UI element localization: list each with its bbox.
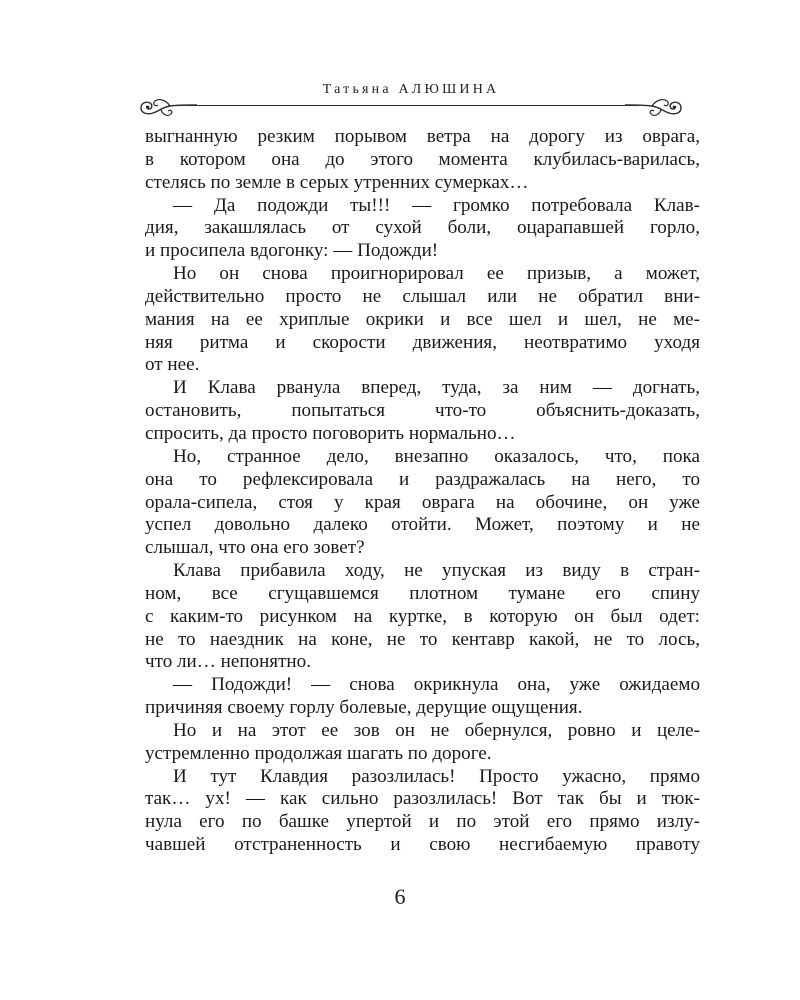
text-line: Но он снова проигнорировал ее призыв, а может, (173, 263, 700, 285)
text-line: спросить, да просто поговорить нормально… (145, 422, 516, 444)
text-line: И Клава рванула вперед, туда, за ним — догнать, (173, 377, 700, 399)
text-line: она то рефлексировала и раздражалась на него, то (145, 468, 700, 490)
text-line: выгнанную резким порывом ветра на дорогу из оврага, (145, 126, 700, 147)
text-line: причиняя своему горлу болевые, дерущие ощущения. (145, 697, 583, 719)
text-line: что ли… непонятно. (145, 651, 311, 673)
text-line: Клава прибавила ходу, не упуская из виду в стран- (173, 560, 700, 582)
text-line: дия, закашлялась от сухой боли, оцарапавшей горло, (145, 217, 700, 239)
text-line: мания на ее хриплые окрики и все шел и шел, не ме- (145, 308, 700, 330)
text-line: нула его по башке упертой и по этой его прямо излу- (145, 811, 700, 833)
text-line: успел довольно далеко отойти. Может, поэтому и не (145, 514, 700, 536)
text-line: орала-сипела, стоя у края оврага на обочине, он уже (145, 491, 700, 513)
text-line: — Да подожди ты!!! — громко потребовала Клав- (173, 194, 700, 216)
text-line: так… ух! — как сильно разозлилась! Вот так бы и тюк- (145, 788, 700, 810)
header-rule (183, 105, 639, 106)
body-text (145, 126, 700, 857)
text-line: от нее. (145, 354, 200, 376)
text-line: устремленно продолжая шагать по дороге. (145, 742, 492, 764)
text-line: стелясь по земле в серых утренних сумерках… (145, 171, 529, 193)
text-line: и просипела вдогонку: — Подожди! (145, 240, 439, 262)
right-scroll-ornament-icon (623, 94, 685, 120)
text-line: Но и на этот ее зов он не обернулся, ровно и целе- (173, 719, 700, 741)
text-line: ном, все сгущавшемся плотном тумане его спину (145, 582, 700, 604)
text-line: няя ритма и скорости движения, неотвратимо уходя (145, 331, 700, 353)
text-line: остановить, попытаться что-то объяснить-доказать, (145, 400, 700, 422)
text-line: слышал, что она его зовет? (145, 537, 365, 559)
text-line: И тут Клавдия разозлилась! Просто ужасно, прямо (173, 765, 700, 787)
text-line: не то наездник на коне, не то кентавр какой, не то лось, (145, 628, 700, 650)
text-line: — Подожди! — снова окрикнула она, уже ожидаемо (173, 674, 700, 696)
page-number: 6 (394, 884, 406, 909)
running-header (137, 80, 685, 120)
text-line: чавшей отстраненность и свою несгибаемую правоту (145, 834, 700, 856)
text-line: действительно просто не слышал или не обратил вни- (145, 285, 700, 307)
text-line: в котором она до этого момента клубилась-варилась, (145, 148, 700, 170)
author-name: Татьяна АЛЮШИНА (322, 82, 500, 97)
text-line: Но, странное дело, внезапно оказалось, что, пока (173, 445, 700, 467)
text-line: с каким-то рисунком на куртке, в которую он был одет: (145, 605, 700, 627)
